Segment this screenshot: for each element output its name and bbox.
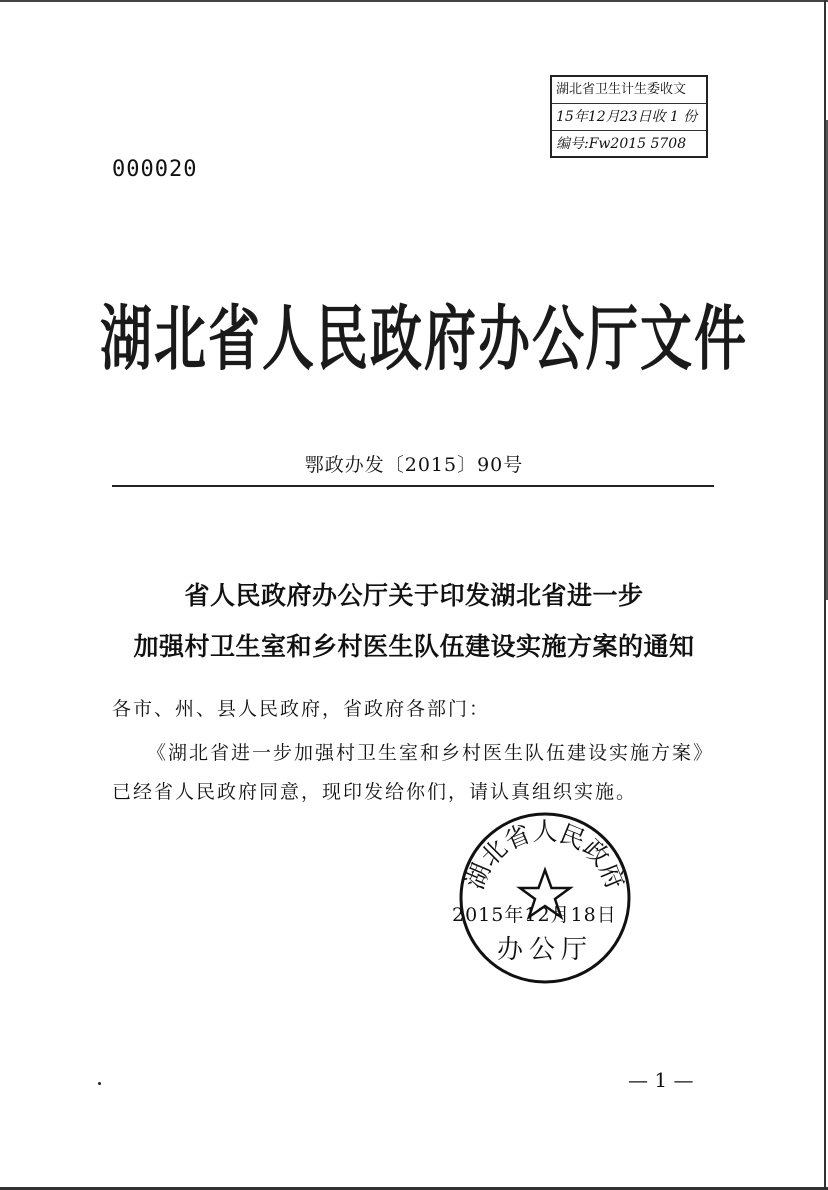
issue-date: 2015年12月18日 bbox=[452, 904, 617, 926]
official-seal bbox=[455, 808, 635, 988]
page-number: — 1 — bbox=[628, 1068, 694, 1092]
header-divider bbox=[112, 485, 714, 487]
body-paragraph-line-1: 《湖北省进一步加强村卫生室和乡村医生队伍建设实施方案》 bbox=[147, 742, 715, 764]
seal-bottom-text: 办公厅 bbox=[496, 935, 594, 965]
receipt-stamp-office: 湖北省卫生计生委收文 bbox=[552, 77, 706, 104]
salutation: 各市、州、县人民政府，省政府各部门： bbox=[112, 698, 491, 720]
receipt-stamp-date: 15年12月23日收 1 份 bbox=[552, 104, 706, 131]
seal-arc-text: 湖北省人民政府 bbox=[459, 817, 631, 894]
document-header: 湖北省人民政府办公厅文件 bbox=[100, 298, 749, 381]
doc-serial: 000020 bbox=[112, 157, 198, 182]
seal-star-icon bbox=[520, 870, 570, 917]
document-number: 鄂政办发〔2015〕90号 bbox=[304, 454, 524, 476]
receipt-stamp-number: 编号:Fw2015 5708 bbox=[556, 136, 687, 152]
body-paragraph-line-2: 已经省人民政府同意，现印发给你们，请认真组织实施。 bbox=[112, 781, 638, 803]
scan-edge-top bbox=[0, 0, 828, 2]
scan-speck bbox=[98, 1082, 101, 1085]
document-title-line-2: 加强村卫生室和乡村医生队伍建设实施方案的通知 bbox=[133, 632, 695, 661]
document-title-line-1: 省人民政府办公厅关于印发湖北省进一步 bbox=[184, 581, 644, 610]
receipt-stamp bbox=[550, 75, 708, 158]
